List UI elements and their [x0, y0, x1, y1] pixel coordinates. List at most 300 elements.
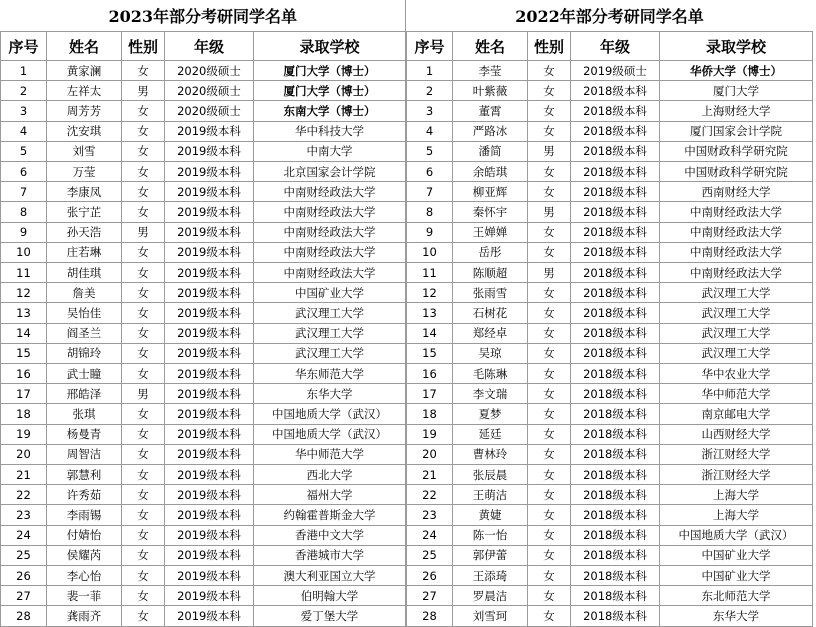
table-row — [1, 545, 406, 565]
cell-grade: 2018级本科 — [571, 303, 660, 323]
table-row — [1, 343, 406, 363]
table-row — [407, 586, 813, 606]
cell-no: 2 — [407, 81, 453, 101]
table-row — [407, 566, 813, 586]
table-row — [1, 303, 406, 323]
table-row — [407, 364, 813, 384]
cell-no: 13 — [1, 303, 47, 323]
cell-school: 武汉理工大学 — [254, 323, 406, 343]
cell-gender: 女 — [528, 384, 571, 404]
cell-name: 侯耀芮 — [47, 545, 122, 565]
cell-name: 龚雨齐 — [47, 606, 122, 627]
cell-grade: 2019级本科 — [165, 121, 254, 141]
table-row — [1, 444, 406, 464]
cell-school: 华东师范大学 — [254, 364, 406, 384]
cell-no: 5 — [407, 141, 453, 161]
table-row — [1, 81, 406, 101]
cell-grade: 2018级本科 — [571, 323, 660, 343]
cell-no: 22 — [407, 485, 453, 505]
cell-school: 爱丁堡大学 — [254, 606, 406, 627]
cell-school: 武汉理工大学 — [254, 303, 406, 323]
cell-gender: 女 — [122, 364, 165, 384]
header-grade: 年级 — [571, 32, 660, 61]
cell-school: 香港中文大学 — [254, 525, 406, 545]
header-gender: 性别 — [122, 32, 165, 61]
cell-no: 4 — [1, 121, 47, 141]
cell-school: 西北大学 — [254, 465, 406, 485]
cell-school: 中南财经政法大学 — [660, 263, 813, 283]
cell-grade: 2019级本科 — [165, 384, 254, 404]
cell-name: 夏梦 — [453, 404, 528, 424]
cell-no: 16 — [1, 364, 47, 384]
cell-grade: 2018级本科 — [571, 444, 660, 464]
cell-gender: 女 — [528, 424, 571, 444]
cell-no: 7 — [407, 182, 453, 202]
cell-grade: 2018级本科 — [571, 566, 660, 586]
cell-grade: 2018级本科 — [571, 242, 660, 262]
cell-grade: 2019级本科 — [165, 505, 254, 525]
cell-school: 南京邮电大学 — [660, 404, 813, 424]
table-row — [407, 101, 813, 121]
cell-gender: 男 — [122, 81, 165, 101]
cell-grade: 2019级本科 — [165, 465, 254, 485]
cell-gender: 女 — [528, 444, 571, 464]
cell-no: 17 — [1, 384, 47, 404]
cell-no: 9 — [407, 222, 453, 242]
cell-no: 4 — [407, 121, 453, 141]
cell-grade: 2019级本科 — [165, 525, 254, 545]
header-no: 序号 — [407, 32, 453, 61]
cell-grade: 2018级本科 — [571, 283, 660, 303]
cell-name: 黄婕 — [453, 505, 528, 525]
cell-school: 厦门大学 — [660, 81, 813, 101]
cell-no: 28 — [407, 606, 453, 627]
table-row — [407, 61, 813, 81]
cell-gender: 女 — [528, 303, 571, 323]
cell-gender: 女 — [528, 323, 571, 343]
table-row — [407, 343, 813, 363]
table-row — [407, 505, 813, 525]
table-row — [407, 202, 813, 222]
cell-grade: 2019级本科 — [165, 141, 254, 161]
cell-grade: 2019级本科 — [165, 364, 254, 384]
cell-school: 中国矿业大学 — [660, 566, 813, 586]
cell-no: 25 — [1, 545, 47, 565]
cell-school: 武汉理工大学 — [660, 303, 813, 323]
cell-gender: 女 — [122, 202, 165, 222]
table-row — [407, 303, 813, 323]
cell-no: 15 — [407, 343, 453, 363]
cell-grade: 2018级本科 — [571, 525, 660, 545]
cell-gender: 女 — [528, 525, 571, 545]
cell-name: 胡锦玲 — [47, 343, 122, 363]
cell-school: 东南大学（博士） — [254, 101, 406, 121]
cell-grade: 2018级本科 — [571, 263, 660, 283]
cell-school: 武汉理工大学 — [660, 283, 813, 303]
cell-no: 20 — [407, 444, 453, 464]
cell-grade: 2019级本科 — [165, 263, 254, 283]
cell-school: 中国地质大学（武汉） — [660, 525, 813, 545]
table-row — [407, 121, 813, 141]
cell-school: 东华大学 — [660, 606, 813, 627]
cell-no: 3 — [407, 101, 453, 121]
cell-name: 陈一怡 — [453, 525, 528, 545]
table-row — [1, 465, 406, 485]
cell-no: 26 — [407, 566, 453, 586]
cell-grade: 2018级本科 — [571, 364, 660, 384]
cell-school: 厦门国家会计学院 — [660, 121, 813, 141]
cell-grade: 2019级本科 — [165, 303, 254, 323]
cell-school: 山西财经大学 — [660, 424, 813, 444]
cell-school: 中南大学 — [254, 141, 406, 161]
cell-school: 中南财经政法大学 — [660, 242, 813, 262]
cell-grade: 2019级本科 — [165, 283, 254, 303]
cell-gender: 女 — [528, 242, 571, 262]
cell-no: 14 — [407, 323, 453, 343]
cell-school: 中国财政科学研究院 — [660, 162, 813, 182]
cell-no: 6 — [407, 162, 453, 182]
cell-gender: 女 — [122, 444, 165, 464]
cell-name: 潘简 — [453, 141, 528, 161]
cell-name: 裴一菲 — [47, 586, 122, 606]
cell-grade: 2018级本科 — [571, 101, 660, 121]
cell-name: 沈安琪 — [47, 121, 122, 141]
cell-grade: 2019级本科 — [165, 566, 254, 586]
cell-gender: 女 — [528, 566, 571, 586]
cell-grade: 2020级硕士 — [165, 61, 254, 81]
cell-grade: 2018级本科 — [571, 121, 660, 141]
cell-no: 14 — [1, 323, 47, 343]
cell-no: 15 — [1, 343, 47, 363]
table-row — [1, 323, 406, 343]
cell-grade: 2018级本科 — [571, 586, 660, 606]
cell-name: 李文瑞 — [453, 384, 528, 404]
cell-grade: 2018级本科 — [571, 202, 660, 222]
cell-school: 东华大学 — [254, 384, 406, 404]
cell-grade: 2020级硕士 — [165, 81, 254, 101]
cell-name: 周芳芳 — [47, 101, 122, 121]
cell-name: 阎圣兰 — [47, 323, 122, 343]
table-row — [407, 222, 813, 242]
cell-gender: 女 — [122, 606, 165, 627]
cell-name: 胡佳琪 — [47, 263, 122, 283]
cell-name: 郭伊蕾 — [453, 545, 528, 565]
cell-no: 23 — [1, 505, 47, 525]
cell-gender: 男 — [528, 141, 571, 161]
cell-name: 左祥太 — [47, 81, 122, 101]
cell-gender: 女 — [528, 162, 571, 182]
table-row — [1, 222, 406, 242]
cell-name: 张雨雪 — [453, 283, 528, 303]
cell-gender: 女 — [528, 101, 571, 121]
table-row — [407, 263, 813, 283]
cell-no: 16 — [407, 364, 453, 384]
cell-name: 张辰晨 — [453, 465, 528, 485]
cell-name: 吴琼 — [453, 343, 528, 363]
cell-name: 李心怡 — [47, 566, 122, 586]
table-row — [407, 141, 813, 161]
header-name: 姓名 — [47, 32, 122, 61]
cell-name: 李莹 — [453, 61, 528, 81]
cell-school: 中南财经政法大学 — [254, 263, 406, 283]
table-row — [407, 242, 813, 262]
cell-no: 27 — [407, 586, 453, 606]
cell-no: 17 — [407, 384, 453, 404]
cell-gender: 女 — [528, 61, 571, 81]
cell-grade: 2020级硕士 — [165, 101, 254, 121]
cell-name: 柳亚辉 — [453, 182, 528, 202]
cell-name: 孙天浩 — [47, 222, 122, 242]
cell-name: 李雨锡 — [47, 505, 122, 525]
table-row — [1, 121, 406, 141]
cell-no: 9 — [1, 222, 47, 242]
cell-name: 邢皓泽 — [47, 384, 122, 404]
table-row — [1, 566, 406, 586]
cell-name: 杨曼青 — [47, 424, 122, 444]
table-title: 2022年部分考研同学名单 — [407, 0, 813, 32]
cell-gender: 女 — [122, 343, 165, 363]
cell-gender: 女 — [528, 465, 571, 485]
cell-grade: 2019级本科 — [165, 202, 254, 222]
cell-name: 庄若琳 — [47, 242, 122, 262]
header-school: 录取学校 — [254, 32, 406, 61]
cell-gender: 女 — [528, 505, 571, 525]
table-row — [1, 242, 406, 262]
cell-gender: 女 — [122, 586, 165, 606]
cell-grade: 2019级本科 — [165, 424, 254, 444]
cell-gender: 女 — [122, 263, 165, 283]
cell-gender: 女 — [122, 323, 165, 343]
cell-gender: 女 — [122, 101, 165, 121]
table-row — [1, 586, 406, 606]
cell-school: 中国矿业大学 — [660, 545, 813, 565]
cell-school: 中国地质大学（武汉） — [254, 424, 406, 444]
cell-school: 中国矿业大学 — [254, 283, 406, 303]
header-no: 序号 — [1, 32, 47, 61]
cell-name: 王添琦 — [453, 566, 528, 586]
header-row — [1, 32, 406, 61]
table-row — [1, 525, 406, 545]
table-row — [1, 61, 406, 81]
cell-no: 27 — [1, 586, 47, 606]
cell-school: 伯明翰大学 — [254, 586, 406, 606]
table-row — [1, 404, 406, 424]
cell-no: 2 — [1, 81, 47, 101]
cell-no: 28 — [1, 606, 47, 627]
table-row — [1, 202, 406, 222]
cell-gender: 女 — [122, 525, 165, 545]
table-row — [407, 283, 813, 303]
cell-school: 厦门大学（博士） — [254, 81, 406, 101]
cell-grade: 2018级本科 — [571, 384, 660, 404]
table-row — [1, 485, 406, 505]
cell-school: 中南财经政法大学 — [254, 182, 406, 202]
cell-gender: 女 — [122, 566, 165, 586]
cell-school: 福州大学 — [254, 485, 406, 505]
cell-no: 25 — [407, 545, 453, 565]
cell-grade: 2018级本科 — [571, 545, 660, 565]
table-row — [407, 545, 813, 565]
cell-no: 18 — [1, 404, 47, 424]
cell-grade: 2018级本科 — [571, 162, 660, 182]
cell-grade: 2018级本科 — [571, 606, 660, 627]
cell-name: 付婧怡 — [47, 525, 122, 545]
cell-school: 中南财经政法大学 — [254, 222, 406, 242]
cell-gender: 女 — [528, 545, 571, 565]
cell-school: 上海大学 — [660, 485, 813, 505]
cell-no: 1 — [1, 61, 47, 81]
cell-name: 严路冰 — [453, 121, 528, 141]
table-row — [407, 525, 813, 545]
cell-grade: 2019级本科 — [165, 485, 254, 505]
cell-name: 黄家澜 — [47, 61, 122, 81]
cell-gender: 女 — [122, 182, 165, 202]
cell-name: 周智洁 — [47, 444, 122, 464]
cell-school: 中南财经政法大学 — [254, 242, 406, 262]
cell-name: 吴怡佳 — [47, 303, 122, 323]
cell-no: 7 — [1, 182, 47, 202]
cell-name: 石树花 — [453, 303, 528, 323]
cell-name: 李康凤 — [47, 182, 122, 202]
cell-school: 中国地质大学（武汉） — [254, 404, 406, 424]
table-row — [407, 465, 813, 485]
cell-name: 秦怀宇 — [453, 202, 528, 222]
cell-gender: 女 — [122, 121, 165, 141]
table-row — [407, 485, 813, 505]
cell-school: 西南财经大学 — [660, 182, 813, 202]
cell-school: 上海大学 — [660, 505, 813, 525]
table-row — [1, 162, 406, 182]
cell-name: 罗晨洁 — [453, 586, 528, 606]
cell-no: 8 — [1, 202, 47, 222]
table-row — [1, 141, 406, 161]
cell-gender: 男 — [122, 384, 165, 404]
cell-grade: 2019级本科 — [165, 182, 254, 202]
cell-grade: 2018级本科 — [571, 424, 660, 444]
cell-grade: 2019级本科 — [165, 444, 254, 464]
table-row — [407, 81, 813, 101]
cell-grade: 2018级本科 — [571, 404, 660, 424]
table-row — [1, 424, 406, 444]
cell-grade: 2019级本科 — [165, 222, 254, 242]
cell-grade: 2019级本科 — [165, 404, 254, 424]
cell-no: 11 — [1, 263, 47, 283]
cell-school: 中南财经政法大学 — [660, 202, 813, 222]
cell-name: 郑经卓 — [453, 323, 528, 343]
cell-school: 华中师范大学 — [660, 384, 813, 404]
cell-gender: 女 — [122, 485, 165, 505]
cell-no: 21 — [407, 465, 453, 485]
cell-gender: 女 — [528, 343, 571, 363]
cell-grade: 2019级本科 — [165, 606, 254, 627]
cell-name: 张琪 — [47, 404, 122, 424]
cell-gender: 女 — [122, 141, 165, 161]
cell-grade: 2018级本科 — [571, 485, 660, 505]
cell-no: 10 — [1, 242, 47, 262]
cell-name: 万莹 — [47, 162, 122, 182]
cell-school: 武汉理工大学 — [660, 343, 813, 363]
cell-name: 郭慧利 — [47, 465, 122, 485]
table-row — [407, 444, 813, 464]
cell-name: 曹林玲 — [453, 444, 528, 464]
table-row — [1, 364, 406, 384]
cell-gender: 男 — [528, 263, 571, 283]
cell-name: 叶紫薇 — [453, 81, 528, 101]
cell-grade: 2019级本科 — [165, 242, 254, 262]
cell-name: 詹美 — [47, 283, 122, 303]
cell-gender: 女 — [528, 222, 571, 242]
cell-no: 24 — [407, 525, 453, 545]
cell-no: 22 — [1, 485, 47, 505]
cell-no: 23 — [407, 505, 453, 525]
table-2023 — [0, 0, 406, 627]
cell-gender: 女 — [528, 485, 571, 505]
header-school: 录取学校 — [660, 32, 813, 61]
table-row — [407, 606, 813, 627]
cell-grade: 2018级本科 — [571, 505, 660, 525]
cell-gender: 女 — [122, 545, 165, 565]
header-gender: 性别 — [528, 32, 571, 61]
cell-grade: 2018级本科 — [571, 465, 660, 485]
cell-school: 浙江财经大学 — [660, 465, 813, 485]
cell-name: 武士瞳 — [47, 364, 122, 384]
cell-school: 华中科技大学 — [254, 121, 406, 141]
cell-gender: 女 — [528, 121, 571, 141]
cell-name: 毛陈琳 — [453, 364, 528, 384]
table-row — [1, 384, 406, 404]
cell-no: 24 — [1, 525, 47, 545]
header-grade: 年级 — [165, 32, 254, 61]
cell-school: 中南财经政法大学 — [660, 222, 813, 242]
cell-no: 5 — [1, 141, 47, 161]
cell-gender: 女 — [528, 364, 571, 384]
cell-no: 21 — [1, 465, 47, 485]
cell-gender: 女 — [528, 81, 571, 101]
cell-grade: 2019级本科 — [165, 343, 254, 363]
cell-gender: 女 — [122, 465, 165, 485]
cell-school: 厦门大学（博士） — [254, 61, 406, 81]
table-row — [407, 182, 813, 202]
table-row — [1, 505, 406, 525]
table-row — [407, 162, 813, 182]
cell-no: 19 — [1, 424, 47, 444]
cell-grade: 2018级本科 — [571, 141, 660, 161]
cell-no: 6 — [1, 162, 47, 182]
cell-school: 东北师范大学 — [660, 586, 813, 606]
cell-gender: 女 — [122, 61, 165, 81]
cell-name: 王萌洁 — [453, 485, 528, 505]
cell-gender: 女 — [122, 404, 165, 424]
cell-school: 香港城市大学 — [254, 545, 406, 565]
cell-no: 26 — [1, 566, 47, 586]
cell-school: 中国财政科学研究院 — [660, 141, 813, 161]
cell-gender: 女 — [528, 182, 571, 202]
cell-name: 刘雪 — [47, 141, 122, 161]
cell-grade: 2019级本科 — [165, 162, 254, 182]
cell-name: 岳彤 — [453, 242, 528, 262]
cell-school: 华中师范大学 — [254, 444, 406, 464]
cell-school: 武汉理工大学 — [660, 323, 813, 343]
cell-no: 8 — [407, 202, 453, 222]
table-row — [407, 404, 813, 424]
cell-no: 10 — [407, 242, 453, 262]
table-row — [407, 384, 813, 404]
cell-school: 上海财经大学 — [660, 101, 813, 121]
cell-school: 约翰霍普斯金大学 — [254, 505, 406, 525]
table-row — [1, 606, 406, 627]
cell-grade: 2019级硕士 — [571, 61, 660, 81]
cell-name: 张宁芷 — [47, 202, 122, 222]
